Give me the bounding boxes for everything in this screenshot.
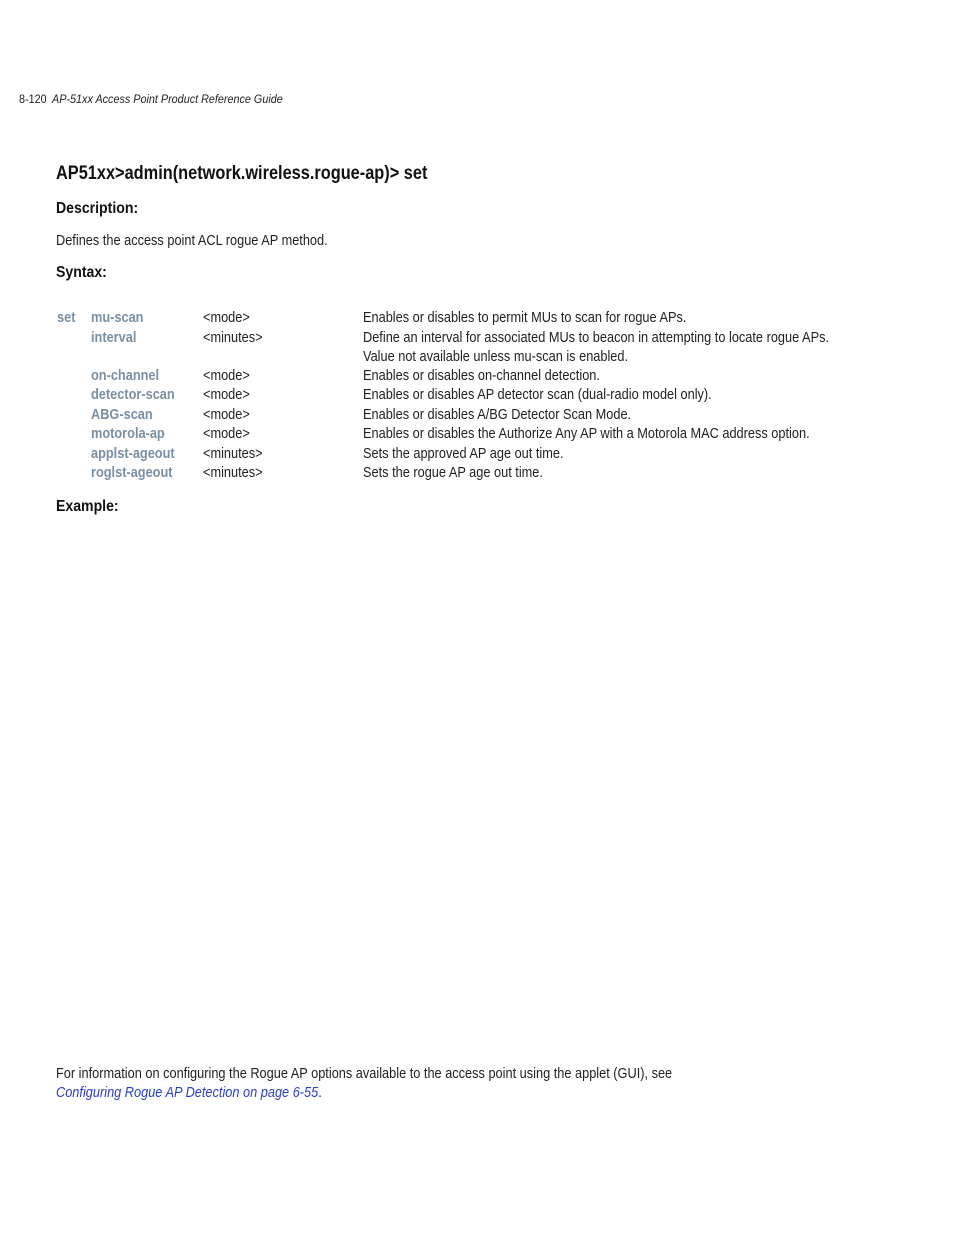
syntax-arg: <mode> bbox=[203, 310, 250, 326]
syntax-row bbox=[0, 386, 954, 406]
syntax-param: applst-ageout bbox=[91, 445, 175, 462]
syntax-row bbox=[0, 445, 954, 465]
syntax-arg: <minutes> bbox=[203, 465, 263, 481]
syntax-row bbox=[0, 464, 954, 484]
syntax-row bbox=[0, 425, 954, 445]
page-header bbox=[19, 92, 283, 106]
syntax-param: motorola-ap bbox=[91, 426, 165, 442]
syntax-arg: <mode> bbox=[203, 426, 250, 442]
example-label: Example: bbox=[56, 498, 119, 515]
syntax-row bbox=[0, 406, 954, 426]
syntax-desc-continued: Value not available unless mu-scan is enabled. bbox=[363, 348, 629, 365]
command-title: AP51xx>admin(network.wireless.rogue-ap)> set bbox=[56, 163, 428, 184]
footer-trailing: . bbox=[318, 1085, 322, 1101]
syntax-desc: Define an interval for associated MUs to beacon in attempting to locate rogue APs. bbox=[363, 329, 830, 346]
syntax-arg: <mode> bbox=[203, 406, 250, 423]
syntax-param: roglst-ageout bbox=[91, 465, 173, 481]
syntax-param: on-channel bbox=[91, 367, 160, 384]
syntax-param: mu-scan bbox=[91, 310, 144, 326]
syntax-label: Syntax: bbox=[56, 264, 107, 281]
page-number: 8-120 bbox=[19, 92, 47, 106]
description-text: Defines the access point ACL rogue AP method. bbox=[56, 233, 328, 249]
cross-reference-link[interactable]: Configuring Rogue AP Detection on page 6-55 bbox=[56, 1085, 319, 1101]
description-label: Description: bbox=[56, 200, 139, 217]
syntax-table bbox=[0, 309, 954, 484]
syntax-desc: Sets the rogue AP age out time. bbox=[363, 465, 543, 481]
syntax-arg: <minutes> bbox=[203, 445, 263, 462]
syntax-row bbox=[0, 367, 954, 387]
syntax-arg: <mode> bbox=[203, 367, 250, 384]
syntax-param: ABG-scan bbox=[91, 406, 153, 423]
syntax-desc: Sets the approved AP age out time. bbox=[363, 445, 564, 462]
syntax-desc: Enables or disables on-channel detection. bbox=[363, 367, 600, 384]
syntax-param: detector-scan bbox=[91, 387, 175, 403]
syntax-desc: Enables or disables the Authorize Any AP with a Motorola MAC address option. bbox=[363, 426, 810, 442]
syntax-row bbox=[0, 329, 954, 367]
syntax-param: interval bbox=[91, 329, 137, 346]
footer-text: For information on configuring the Rogue AP options available to the access point using the applet (GUI), see bbox=[56, 1066, 673, 1082]
syntax-desc: Enables or disables to permit MUs to scan for rogue APs. bbox=[363, 310, 687, 326]
syntax-desc: Enables or disables A/BG Detector Scan Mode. bbox=[363, 406, 632, 423]
footer-note bbox=[56, 1065, 672, 1103]
guide-title: AP-51xx Access Point Product Reference Guide bbox=[52, 92, 283, 106]
syntax-desc: Enables or disables AP detector scan (dual-radio model only). bbox=[363, 387, 712, 403]
syntax-arg: <mode> bbox=[203, 387, 250, 403]
syntax-arg: <minutes> bbox=[203, 329, 263, 346]
syntax-keyword-set: set bbox=[57, 310, 76, 326]
syntax-row bbox=[0, 309, 954, 329]
